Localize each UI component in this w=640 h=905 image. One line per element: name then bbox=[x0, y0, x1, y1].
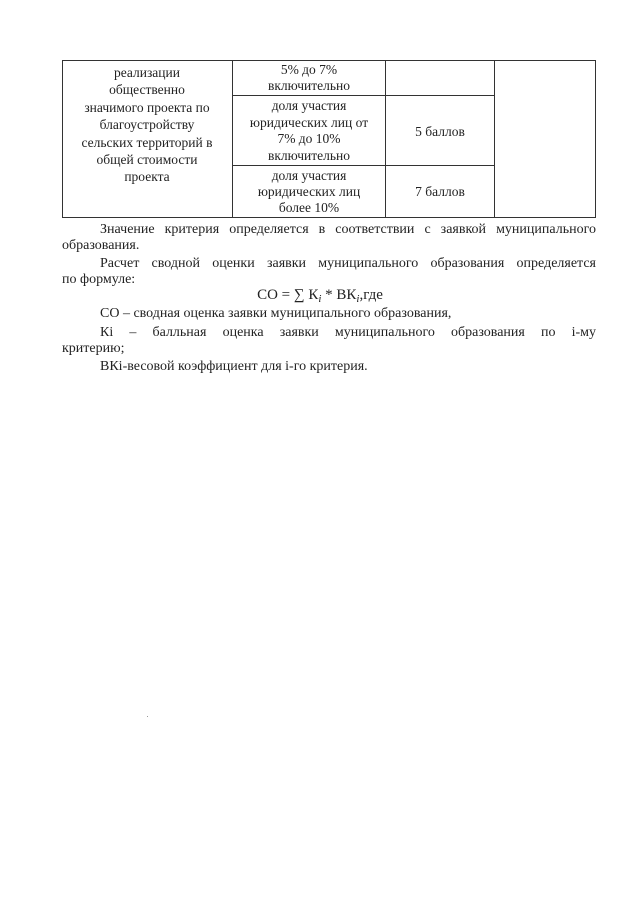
criterion-name-line: значимого проекта по bbox=[84, 99, 210, 115]
paragraph-line: образования. bbox=[62, 238, 140, 253]
criterion-name-line: реализации bbox=[114, 65, 180, 80]
definition-ki bbox=[62, 325, 596, 357]
condition-line: 7% до 10% bbox=[277, 131, 341, 146]
paragraph-line: критерию; bbox=[62, 341, 125, 356]
table-row-divider bbox=[232, 95, 494, 96]
scan-speck bbox=[147, 716, 148, 717]
condition-line: 5% до 7% bbox=[280, 62, 338, 77]
condition-line: включительно bbox=[267, 147, 350, 163]
score-cell: 5 баллов bbox=[415, 124, 465, 139]
criterion-name-line: благоустройству bbox=[99, 117, 195, 133]
paragraph-criterion-value bbox=[62, 222, 596, 254]
formula-subscript: i bbox=[318, 293, 322, 305]
formula-tail: ,где bbox=[359, 287, 383, 303]
table-row-divider bbox=[232, 165, 494, 166]
condition-line: доля участия bbox=[271, 168, 347, 183]
criterion-name-cell bbox=[64, 64, 230, 186]
definition-text: СО – сводная оценка заявки муниципального образования, bbox=[100, 306, 452, 321]
condition-line: юридических лиц bbox=[257, 184, 361, 199]
condition-line: включительно bbox=[267, 78, 350, 93]
paragraph-calculation bbox=[62, 256, 596, 288]
criteria-table bbox=[62, 60, 596, 218]
criterion-name-line: сельских территорий в bbox=[81, 134, 213, 150]
condition-cell bbox=[234, 168, 384, 216]
formula-lhs: СО = ∑ К bbox=[257, 287, 319, 303]
formula-subscript: i bbox=[356, 293, 360, 305]
criterion-name-line: проекта bbox=[124, 169, 170, 185]
table-col-divider bbox=[232, 60, 233, 218]
score-formula bbox=[0, 287, 640, 307]
criterion-name-line: общей стоимости bbox=[96, 152, 198, 168]
paragraph-line bbox=[62, 325, 596, 341]
table-col-divider bbox=[494, 60, 495, 218]
score-cell: 7 баллов bbox=[415, 184, 465, 199]
criterion-name-line: общественно bbox=[109, 82, 185, 98]
paragraph-line: по формуле: bbox=[62, 272, 136, 287]
table-left-border bbox=[62, 60, 63, 218]
condition-line: доля участия bbox=[271, 98, 347, 113]
condition-line: юридических лиц от bbox=[249, 114, 369, 130]
condition-cell bbox=[234, 98, 384, 164]
paragraph-line bbox=[62, 256, 596, 272]
paragraph-text: Расчет сводной оценки заявки муниципального образования определяется bbox=[100, 256, 596, 271]
condition-line: более 10% bbox=[278, 200, 340, 215]
condition-cell bbox=[234, 62, 384, 94]
paragraph-text: Значение критерия определяется в соответствии с заявкой муниципального bbox=[100, 222, 596, 237]
definition-text: Кi – балльная оценка заявки муниципального образования по i-му bbox=[100, 325, 596, 340]
table-bottom-border bbox=[62, 217, 596, 218]
table-top-border bbox=[62, 60, 596, 61]
table-right-border bbox=[595, 60, 596, 218]
formula-mid: * ВК bbox=[321, 287, 357, 303]
paragraph-line bbox=[62, 222, 596, 238]
definition-vki bbox=[100, 359, 596, 375]
definition-text: ВКi-весовой коэффициент для i-го критерия. bbox=[100, 359, 368, 374]
definition-co bbox=[100, 306, 596, 322]
